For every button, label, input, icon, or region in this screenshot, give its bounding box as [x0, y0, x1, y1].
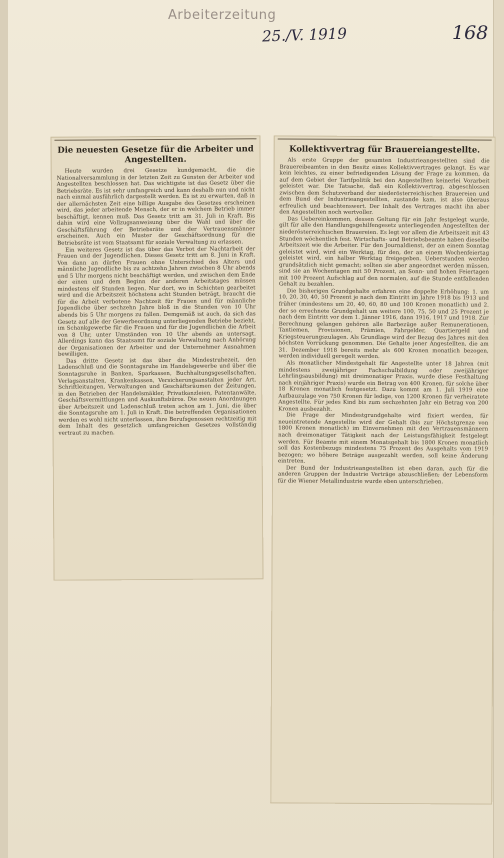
left-paragraph: Ein weiteres Gesetz ist das über das Verbot der Nachtarbeit der Frauen und der Jugendlichen. Dieses Gesetz tritt am 8. Juni in Kraft. Von dann an dürfen Frauen ohne Unterschied des Alters und männliche Jugendliche bis zu achtzehn Jahren zwischen 8 Uhr abends und 5 Uhr morgens nicht beschäftigt werden, und zwischen dem Ende der einen und dem Beginn der anderen Arbeitstages müssen mindestens elf Stunden liegen. Nur dort, wo in Schichten gearbeitet wird und die Arbeitszeit höchstens acht Stunden beträgt, braucht die für die Arbeit verbotene Nachtzeit für Frauen und für männliche Jugendliche über sechzehn Jahre bloß in die Stunden von 10 Uhr abends bis 5 Uhr morgens zu fallen. Demgemäß ist auch, da sich das Gesetz auf alle der Gewerbeordnung unterliegenden Betriebe bezieht, im Schankgewerbe für die Frauen und für die Jugendlichen die Arbeit von 8 Uhr, unter Umständen von 10 Uhr abends an untersagt. Allerdings kann das Staatsamt für soziale Verwaltung nach Anhörung der Organisationen der Arbeiter und der Unternehmer Ausnahmen bewilligen. — [57, 245, 256, 359]
right-paragraph: Das Uebereinkommen, dessen Geltung für ein Jahr festgelegt wurde, gilt für alle den Handlungsgehilfengesetz unterliegenden Angestellten der niederösterreichischen Brauereien. Es legt vor allem die Arbeitszeit mit 43 Stunden wöchentlich fest. Wirtschafts- und Betriebsbeamte haben dieselbe Arbeitszeit wie die Arbeiter. Für den Journaldienst, der an einem Sonntag geleistet wird, wird ein Werktag, für den, der an einem Wochenfeiertag geleistet wird, ein halber Werktag freigegeben. Ueberstunden werden grundsätzlich nicht gemacht; sollten sie aber angeordnet werden müssen, sind sie an Wochentagen mit 50 Prozent, an Sonn- und hohen Feiertagen mit 100 Prozent Aufschlag auf den normalen, auf die Stunde entfallenden Gehalt zu bezahlen. — [278, 216, 490, 289]
newspaper-masthead: Arbeiterzeitung — [168, 8, 277, 23]
left-article-title: Die neuesten Gesetze für die Arbeiter und Angestellten. — [57, 143, 254, 165]
left-article-body — [51, 165, 263, 439]
handwritten-date: 25./V. 1919 — [261, 24, 348, 46]
right-article-body — [272, 155, 496, 488]
handwritten-page-number: 168 — [452, 22, 489, 44]
right-paragraph: Der Bund der Industrieangestellten ist eben daran, auch für die anderen Gruppen der Industrie Verträge abzuschließen; der Lebensform für die Wiener Metallindustrie wurde eben unterschrieben. — [277, 465, 489, 486]
left-paragraph: Heute wurden drei Gesetze kundgemacht, die die Nationalversammlung in der letzten Zeit zu Gunsten der Arbeiter und Angestellten beschlossen hat. Das wichtigste ist das Gesetz über die Betriebsräte. Es ist sehr umfangreich und kann deshalb nun und nicht nach einmal ausführlich dargestellt werden. Es ist zu erwarten, daß in der allernächsten Zeit eine billige Ausgabe des Gesetzes erscheinen wird, das jeder arbeitende Mensch, der er in welchem Betrieb immer beschäftigt, kennen muß. Das Gesetz tritt am 31. Juli in Kraft. Bis dahin wird eine Vollzugsanweisung über die Wahl und über die Geschäftsführung der Betriebsräte und der Vertrauensmänner erscheinen. Auch ein Muster der Geschäftsordnung für die Betriebsräte ist vom Staatsamt für soziale Verwaltung zu erlassen. — [56, 167, 256, 247]
right-clipping — [270, 135, 495, 804]
left-paragraph: Das dritte Gesetz ist das über die Mindestruhezeit, den Ladenschluß und die Sonntagsruhe im Handelsgewerbe und über die Sonntagsruhe in Banken, Sparkassen, Buchhaltungsgesellschaften, Verlagsanstalten, Krankenkassen, Versicherungsanstalten jeder Art, Schriftleitungen, Verwaltungen und Geschäftsräumen der Zeitungen, in den Betrieben der Handelsmäkler, Privatkanzleien, Patentanwälte, Geschäftsvermittlungen und Auskunftsbüros. Die neuen Anordnungen über Arbeitszeit und Ladenschluß treten schon am 1. Juni, die über die Sonntagsruhe am 1. Juli in Kraft. Die betreffenden Organisationen werden es wohl nicht unterlassen, ihre Berufsgenossen rechtzeitig mit dem Inhalt des gesetzlich umfangreichen Gesetzes vollständig vertraut zu machen. — [58, 357, 257, 437]
sheet-right-edge — [493, 0, 504, 858]
right-paragraph: Die Frage der Mindestgrundgehalte wird fixiert werden, für neueintretende Angestellte wird der Gehalt (bis zur Höchstgrenze von 1800 Kronen monatlich) im Einvernehmen mit den Vertrauensmännern nach dreimonatiger Tätigkeit nach der Leistungsfähigkeit festgelegt werden. Für Beamte mit einem Monatsgehalt bis 1800 Kronen monatlich soll das Kostenbezugs mindestens 75 Prozent des Ausgehalts vom 1919 bezogen; wo höhere Beträge ausgezahlt werden, soll keine Änderung eintreten. — [278, 412, 489, 465]
left-clipping — [50, 135, 263, 580]
right-article-title: Kollektivvertrag für Brauereiangestellte. — [289, 143, 481, 155]
sheet-left-edge — [0, 0, 8, 858]
right-paragraph: Als erste Gruppe der gesamten Industrieangestellten sind die Brauereibeamten in den Besitz eines Kollektivvertrages gelangt. Es war kein leichtes, zu einer befriedigenden Lösung der Frage zu kommen, da auf dem Gebiet der Tarifpolitik bei den Angestellten keinerlei Vorarbeit geleistet war. Die Tatsache, daß ein Kollektivvertrag, abgeschlossen zwischen dem Schutzverband der niederösterreichischen Brauereien und dem Bund der Industrieangestellten, zustande kam, ist also überaus erfreulich und beachtenswert. Der Inhalt des Vertrages macht ihn aber den Angestellten noch wertvoller. — [279, 157, 490, 217]
right-paragraph: Die bisherigen Grundgehalte erfahren eine doppelte Erhöhung: 1. um 10, 20, 30, 40, 50 Prozent je nach dem Eintritt im Jahre 1918 bis 1913 und früher (mindestens um 20, 40, 60, 80 und 100 Kronen monatlich) und 2. der so errechnete Grundgehalt um weitere 100, 75, 50 und 25 Prozent je nach dem Eintritt vor dem 1. Jänner 1916, dann 1916, 1917 und 1918. Zur Berechnung gelangen gehören alle Barbezüge außer Remunerationen, Tantiemen, Provisionen, Prämien, Fahrgelder, Quartiergeld und Kriegsteuerungszulagen. Als Grundlage wird der Bezug des Jahres mit den höchsten Vorrückung genommen. Die Gehalte jener Angestellten, die am 31. Dezember 1918 bereits mehr als 600 Kronen monatlich bezogen, werden individuell geregelt werden. — [278, 288, 489, 361]
right-paragraph: Als monatlicher Mindestgehalt für Angestellte unter 18 Jahren (mit mindestens zweijähriger Fachschulbildung oder zweijähriger Lehrlingsausbildung) mit dreimonatiger Praxis, wurde diese Festhaltung nach einjähriger Praxis) wurde ein Betrag von 400 Kronen, für solche über 18 Kronen monatlich festgesetzt. Dazu kommt am 1. Juli 1919 eine Aufbauzulage von 750 Kronen für ledige, von 1200 Kronen für verheiratete Angestellte. Für jedes Kind bis zum sechzehnten Jahr ein Betrag von 200 Kronen ausbezahlt. — [278, 360, 489, 413]
